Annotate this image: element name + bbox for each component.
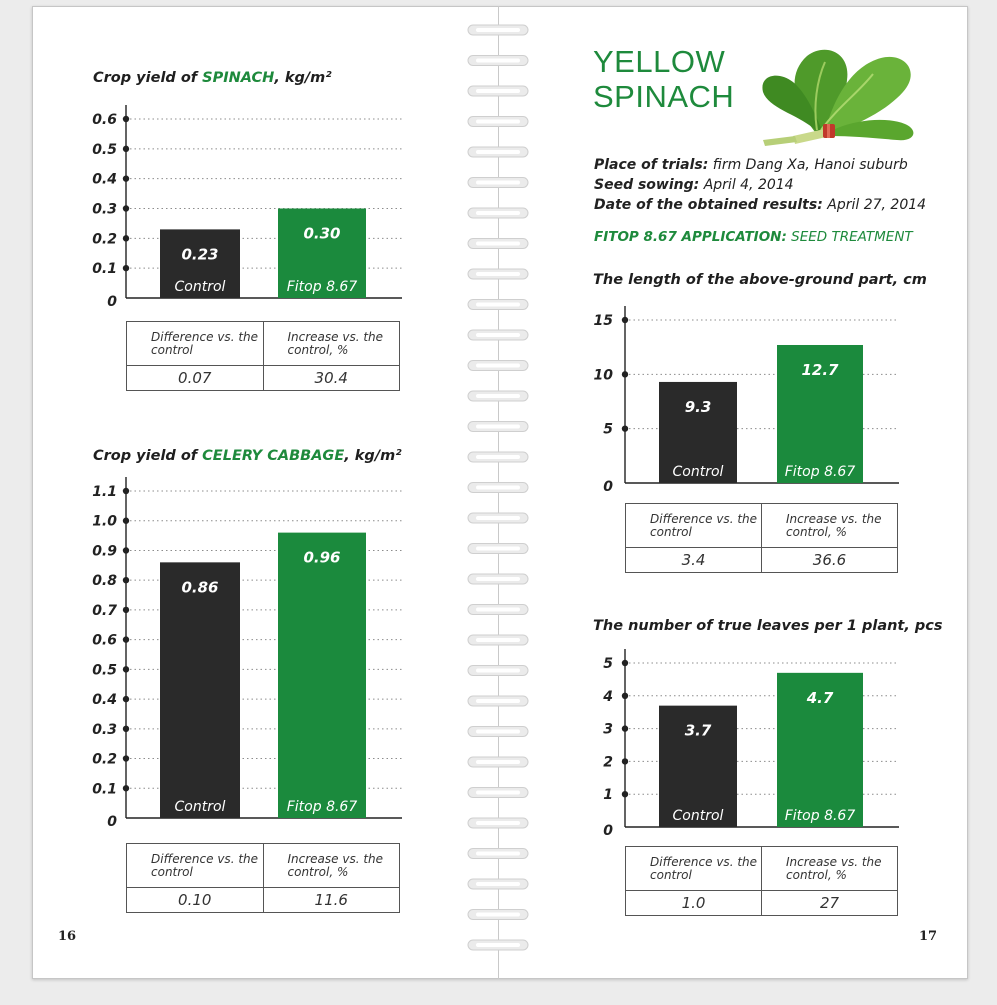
y-tick-label: 0.9 <box>92 543 117 560</box>
bar-category-label: Fitop 8.67 <box>286 799 358 815</box>
y-tick-label: 4 <box>603 688 613 705</box>
increase-value: 36.6 <box>762 548 898 573</box>
chart-title-celery-cabbage-yield: Crop yield of CELERY CABBAGE, kg/m² <box>93 448 402 464</box>
bar-value-label: 12.7 <box>801 360 839 379</box>
bar-category-label: Control <box>672 464 724 480</box>
difference-header: Difference vs. the control <box>626 504 762 548</box>
y-tick-label: 0.4 <box>92 171 117 188</box>
title-line-2: SPINACH <box>593 79 735 114</box>
difference-value: 1.0 <box>626 891 762 916</box>
chart-title-above-ground-length: The length of the above-ground part, cm <box>593 272 927 288</box>
y-tick-label: 0.5 <box>92 662 117 679</box>
y-tick-label: 0.5 <box>92 141 117 158</box>
y-tick-label: 0.2 <box>92 751 117 768</box>
increase-value: 30.4 <box>263 366 400 391</box>
difference-value: 3.4 <box>626 548 762 573</box>
y-tick-label: 0 <box>603 479 613 495</box>
bar-value-label: 0.23 <box>181 245 219 264</box>
bar-value-label: 0.86 <box>181 578 219 597</box>
y-tick-label: 1.1 <box>92 484 117 500</box>
y-tick-label: 3 <box>603 721 613 738</box>
bar-value-label: 0.30 <box>303 224 341 243</box>
y-tick-label: 5 <box>603 421 613 438</box>
increase-header: Increase vs. the control, % <box>263 844 400 888</box>
increase-header: Increase vs. the control, % <box>263 322 400 366</box>
y-tick-label: 0.6 <box>92 112 117 128</box>
bar-value-label: 4.7 <box>806 688 834 707</box>
y-tick-label: 0.8 <box>92 573 117 590</box>
bar-category-label: Control <box>174 799 226 815</box>
bar-value-label: 0.96 <box>303 548 341 567</box>
trial-results-date: Date of the obtained results: April 27, 2014 <box>594 197 927 213</box>
y-tick-label: 15 <box>593 313 613 329</box>
bar-category-label: Control <box>174 279 226 295</box>
y-tick-label: 0.6 <box>92 632 117 649</box>
y-tick-label: 0.3 <box>92 721 117 738</box>
y-tick-label: 0.4 <box>92 692 117 709</box>
y-tick-label: 0 <box>603 823 613 839</box>
increase-header: Increase vs. the control, % <box>762 504 898 548</box>
y-tick-label: 5 <box>603 656 613 672</box>
increase-value: 27 <box>762 891 898 916</box>
y-tick-label: 1.0 <box>92 513 117 530</box>
y-tick-label: 0.2 <box>92 231 117 248</box>
y-tick-label: 10 <box>593 367 613 384</box>
y-tick-label: 0.1 <box>92 261 117 278</box>
trial-sowing: Seed sowing: April 4, 2014 <box>594 177 794 193</box>
y-tick-label: 2 <box>603 754 613 771</box>
y-tick-label: 0.1 <box>92 781 117 798</box>
difference-value: 0.10 <box>127 888 264 913</box>
bar-value-label: 3.7 <box>684 721 712 740</box>
difference-header: Difference vs. the control <box>626 847 762 891</box>
increase-value: 11.6 <box>263 888 400 913</box>
difference-header: Difference vs. the control <box>127 322 264 366</box>
title-line-1: YELLOW <box>593 44 726 79</box>
y-tick-label: 0 <box>107 294 117 310</box>
bar-category-label: Fitop 8.67 <box>784 808 856 824</box>
y-tick-label: 0.3 <box>92 201 117 218</box>
bar-category-label: Fitop 8.67 <box>286 279 358 295</box>
chart-title-true-leaves: The number of true leaves per 1 plant, pcs <box>593 618 943 634</box>
bar-value-label: 9.3 <box>684 397 712 416</box>
page-number-right: 17 <box>919 929 938 944</box>
increase-header: Increase vs. the control, % <box>762 847 898 891</box>
y-tick-label: 0 <box>107 814 117 830</box>
bar-category-label: Fitop 8.67 <box>784 464 856 480</box>
trial-place: Place of trials: firm Dang Xa, Hanoi suburb <box>594 157 908 173</box>
y-tick-label: 1 <box>603 787 613 804</box>
summary-table-true-leaves <box>625 846 898 916</box>
y-tick-label: 0.7 <box>92 602 117 619</box>
chart-title-spinach-yield: Crop yield of SPINACH, kg/m² <box>93 70 332 86</box>
application-method: FITOP 8.67 APPLICATION: SEED TREATMENT <box>594 229 913 245</box>
difference-value: 0.07 <box>127 366 264 391</box>
difference-header: Difference vs. the control <box>127 844 264 888</box>
bar-category-label: Control <box>672 808 724 824</box>
page-number-left: 16 <box>58 929 77 944</box>
